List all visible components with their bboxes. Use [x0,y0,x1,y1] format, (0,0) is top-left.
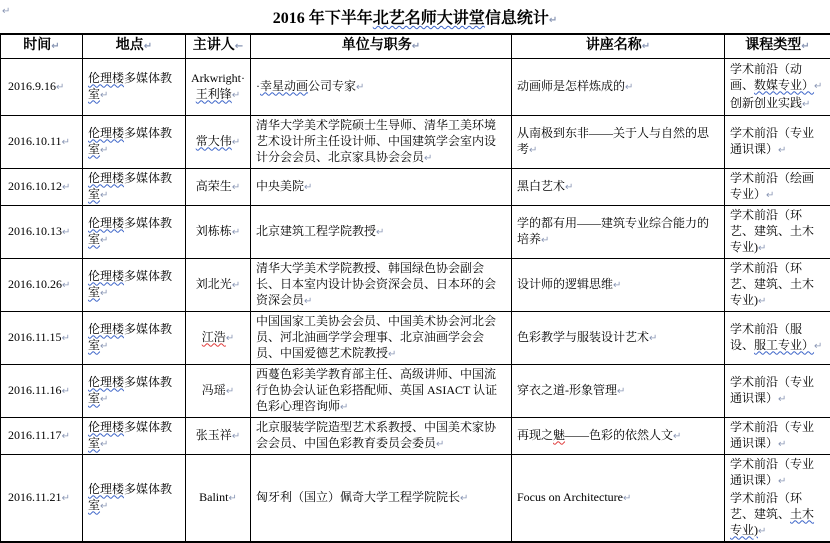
column-header-place [83,34,186,58]
paragraph-mark-icon: ↵ [62,431,70,442]
paragraph-mark-icon: ↵ [232,182,240,193]
cell-paragraph [730,260,825,310]
cell-paragraph [256,489,506,507]
text-run: 清华大学美术学院硕士生导师、清华工美环境艺术设计所主任设计师、中国建筑学会室内设计分会会员、北京家具协会会员 [256,118,496,164]
cell-type [725,417,830,454]
text-run: 中国国家工美协会会员、中国美术协会河北会员、河北油画学学会理事、北京油画学会会员、中国爱德艺术院教授 [256,314,496,360]
cell-paragraph [256,178,506,196]
text-run: 匈牙利（国立）佩奇大学工程学院院长 [256,490,460,504]
cell-paragraph [8,78,77,96]
text-run: 冯瑶 [202,383,226,397]
cell-lecture [512,258,725,311]
text-run: 伦理楼 [88,375,124,389]
cell-unit [251,258,512,311]
paragraph-mark-icon: ↵ [778,439,786,450]
cell-paragraph [256,313,506,363]
cell-paragraph [256,78,506,96]
paragraph-mark-icon: ↵ [758,243,766,254]
cell-place [83,205,186,258]
text-run: 再现之 [517,428,553,442]
text-run: 学术前沿（服设、 [730,322,802,352]
header-row [1,34,830,58]
text-run: 学术前沿（专业通识课） [730,126,814,156]
text-run: 2016.11.15 [8,330,62,344]
cell-paragraph [730,419,825,453]
text-run: 公司专家 [308,79,356,93]
cell-paragraph [730,170,825,204]
paragraph-mark-icon: ↵ [642,41,650,52]
column-header-label: 单位与职务 [342,38,412,53]
paragraph-mark-icon: ↵ [356,82,364,93]
cell-paragraph [730,95,825,113]
cell-type [725,311,830,364]
text-run: 多媒体教 [124,71,172,85]
cell-paragraph [191,223,245,241]
text-run: 土木专业) [730,507,814,537]
paragraph-mark-icon: ↵ [565,182,573,193]
cell-paragraph [517,489,719,507]
paragraph-mark-icon: ↵ [100,394,108,405]
text-run: 多媒体教 [124,269,172,283]
cell-speaker [186,417,251,454]
text-run: 2016.11.17 [8,428,62,442]
cell-paragraph [191,382,245,400]
cell-paragraph [730,207,825,257]
cell-paragraph [517,276,719,294]
cell-time [1,417,83,454]
text-run: 王利锋 [196,87,232,101]
text-run: 黑白艺术 [517,179,565,193]
text-run: 数媒专业） [754,78,814,92]
paragraph-mark-icon: ↵ [232,90,240,101]
paragraph-mark-icon: ↵ [673,431,681,442]
text-run: 学术前沿（环艺、建筑、 [730,491,802,521]
text-run: 中央美院 [256,179,304,193]
paragraph-mark-icon: ↵ [801,41,809,52]
text-run: 伦理楼 [88,126,124,140]
cell-place [83,364,186,417]
text-run: 2016.10.13 [8,224,62,238]
cell-speaker [186,454,251,542]
cell-place [83,258,186,311]
paragraph-mark-icon: ↵ [232,431,240,442]
table-row [1,454,830,542]
text-run: 张玉祥 [196,428,232,442]
text-run: 多媒体教 [124,482,172,496]
table-row [1,115,830,168]
cell-paragraph [256,260,506,310]
text-run: 高荣生 [196,179,232,193]
cell-type [725,364,830,417]
text-run: 2016.11.21 [8,490,62,504]
text-run: 穿衣之道-形象管理 [517,383,617,397]
cell-paragraph [8,178,77,196]
text-run: 2016.10.12 [8,179,62,193]
cell-place [83,311,186,364]
cell-lecture [512,311,725,364]
paragraph-mark-icon: ↵ [232,137,240,148]
cell-lecture [512,115,725,168]
cell-paragraph [8,329,77,347]
text-run: 多媒体教 [124,322,172,336]
column-header-label: 地点 [116,38,144,53]
paragraph-mark-icon: ↵ [100,501,108,512]
cell-speaker [186,58,251,115]
paragraph-mark-icon: ↵ [304,296,312,307]
cell-time [1,311,83,364]
cell-type [725,58,830,115]
paragraph-mark-icon: ↵ [625,82,633,93]
cell-paragraph [730,61,825,95]
cell-speaker [186,168,251,205]
cell-paragraph [256,223,506,241]
text-run: 学术前沿（专业通识课） [730,420,814,450]
table-row [1,417,830,454]
text-run: 学术前沿（动画、 [730,62,802,92]
cell-paragraph [8,133,77,151]
paragraph-mark-icon: ↵ [304,182,312,193]
paragraph-mark-icon: ↵ [617,386,625,397]
cell-time [1,454,83,542]
cell-time [1,58,83,115]
paragraph-mark-icon: ↵ [100,190,108,201]
cell-lecture [512,58,725,115]
text-run: 西蔓色彩美学教育部主任、高级讲师、中国流行色协会认证色彩搭配师、英国 ASIACT 认证色彩心理咨询师 [256,367,497,413]
cell-paragraph [191,427,245,445]
paragraph-mark-icon: ↵ [228,493,236,504]
table-row [1,205,830,258]
cell-unit [251,205,512,258]
cell-type [725,454,830,542]
cell-paragraph [191,329,245,347]
paragraph-mark-icon: ↵ [100,288,108,299]
text-run: 室 [88,187,100,201]
paragraph-mark-icon: ↵ [62,137,70,148]
text-run: · [256,79,260,93]
paragraph-mark-icon: ↵ [100,90,108,101]
column-header-time [1,34,83,58]
text-run: 室 [88,142,100,156]
cell-paragraph [191,276,245,294]
text-run: 室 [88,338,100,352]
cell-type [725,258,830,311]
cell-paragraph [256,117,506,167]
text-run: 多媒体教 [124,420,172,434]
text-run: 室 [88,232,100,246]
paragraph-mark-icon: ↵ [778,476,786,487]
column-header-type [725,34,830,58]
cell-paragraph [88,419,180,453]
text-run: 伦理楼 [88,171,124,185]
text-run: 多媒体教 [124,171,172,185]
paragraph-mark-icon: ↵ [226,386,234,397]
paragraph-mark-icon: ↵ [62,493,70,504]
cell-unit [251,58,512,115]
cell-paragraph [88,268,180,302]
lecture-info-table [0,33,830,543]
column-header-unit [251,34,512,58]
cell-time [1,115,83,168]
table-row [1,58,830,115]
text-run: 从南极到东非——关于人与自然的思考 [517,126,709,156]
cell-paragraph [256,419,506,453]
paragraph-mark-icon: ↵ [758,526,766,537]
text-run: 学术前沿（专业通识课） [730,375,814,405]
cell-paragraph [730,321,825,355]
paragraph-mark-icon: ↵ [758,296,766,307]
text-run: 北艺名师大讲堂 [373,10,485,27]
paragraph-mark-icon: ↵ [56,82,64,93]
paragraph-mark-icon: ↵ [100,341,108,352]
text-run: 常大伟 [196,134,232,148]
cell-unit [251,364,512,417]
paragraph-mark-icon: ↵ [802,99,810,110]
cell-unit [251,115,512,168]
paragraph-mark-icon: ↵ [62,280,70,291]
text-run: 学术前沿（专业通识课） [730,457,814,487]
cell-paragraph [88,481,180,515]
text-run: Arkwright· [191,71,245,85]
paragraph-mark-icon: ↵ [766,190,774,201]
cell-paragraph [8,223,77,241]
cell-type [725,168,830,205]
text-run: 室 [88,498,100,512]
table-row [1,311,830,364]
text-run: 创新创业实践 [730,96,802,110]
text-run: Focus on Architecture [517,490,623,504]
paragraph-mark-icon: ← [235,41,243,52]
text-run: 学术前沿（环艺、建筑、土木专业) [730,261,814,307]
text-run: 多媒体教 [124,216,172,230]
paragraph-mark-icon: ↵ [376,227,384,238]
paragraph-mark-icon: ↵ [541,235,549,246]
cell-paragraph [8,427,77,445]
cell-lecture [512,454,725,542]
cell-paragraph [517,78,719,96]
paragraph-mark-icon: ↵ [232,280,240,291]
paragraph-mark-icon: ↵ [100,235,108,246]
text-run: 刘栋栋 [196,224,232,238]
cell-paragraph [8,276,77,294]
text-run: 室 [88,285,100,299]
column-header-label: 主讲人 [193,38,235,53]
cell-time [1,168,83,205]
text-run: 2016.10.26 [8,277,62,291]
table-row [1,168,830,205]
paragraph-mark-icon: ↵ [436,439,444,450]
text-run: 多媒体教 [124,126,172,140]
cell-lecture [512,205,725,258]
paragraph-mark-icon: ↵ [623,493,631,504]
text-run: 北京服装学院造型艺术系教授、中国美术家协会会员、中国色彩教育委员会委员 [256,420,496,450]
paragraph-mark-icon: ↵ [649,333,657,344]
text-run: 多媒体教 [124,375,172,389]
paragraph-mark-icon: ↵ [460,493,468,504]
cell-paragraph [88,125,180,159]
paragraph-mark-icon: ↵ [814,341,822,352]
text-run: 2016 年下半年 [273,10,373,27]
text-run: 刘北光 [196,277,232,291]
paragraph-mark-icon: ↵ [62,386,70,397]
text-run: 设计师的逻辑思维 [517,277,613,291]
column-header-label: 讲座名称 [586,38,642,53]
cell-paragraph [88,215,180,249]
text-run: 室 [88,436,100,450]
paragraph-mark-icon: ↵ [2,6,10,17]
cell-speaker [186,258,251,311]
text-run: 北京建筑工程学院教授 [256,224,376,238]
text-run: 清华大学美术学院教授、韩国绿色协会副会长、日本室内设计协会资深会员、日本环的会资深会员 [256,261,496,307]
column-header-label: 时间 [23,38,51,53]
paragraph-mark-icon: ↵ [226,333,234,344]
cell-paragraph [8,489,77,507]
cell-speaker [186,205,251,258]
cell-paragraph [88,321,180,355]
table-row [1,364,830,417]
cell-time [1,258,83,311]
cell-paragraph [517,427,719,445]
text-run: 伦理楼 [88,482,124,496]
cell-time [1,205,83,258]
paragraph-mark-icon: ↵ [62,333,70,344]
cell-paragraph [517,125,719,159]
text-run: 2016.11.16 [8,383,62,397]
cell-paragraph [8,382,77,400]
text-run: 2016.10.11 [8,134,62,148]
cell-paragraph [88,70,180,104]
text-run: 学的都有用——建筑专业综合能力的培养 [517,216,709,246]
cell-lecture [512,417,725,454]
cell-paragraph [730,490,825,540]
cell-unit [251,454,512,542]
table-row [1,258,830,311]
paragraph-mark-icon: ↵ [412,41,420,52]
text-run: 学术前沿（绘画专业） [730,171,814,201]
text-run: 动画师是怎样炼成的 [517,79,625,93]
cell-unit [251,417,512,454]
text-run: 2016.9.16 [8,79,56,93]
cell-paragraph [191,489,245,507]
cell-paragraph [191,133,245,151]
text-run: 伦理楼 [88,269,124,283]
cell-place [83,417,186,454]
paragraph-mark-icon: ↵ [51,41,59,52]
text-run: 伦理楼 [88,322,124,336]
paragraph-mark-icon: ↵ [424,153,432,164]
text-run: 室 [88,87,100,101]
cell-paragraph [191,178,245,196]
cell-paragraph [730,374,825,408]
cell-lecture [512,364,725,417]
document-title [0,0,830,33]
cell-speaker [186,364,251,417]
paragraph-mark-icon: ↵ [549,15,557,26]
text-run: 色彩教学与服装设计艺术 [517,330,649,344]
cell-paragraph [517,382,719,400]
text-run: 伦理楼 [88,71,124,85]
cell-lecture [512,168,725,205]
text-run: 幸星动画 [260,79,308,93]
cell-paragraph [88,170,180,204]
cell-place [83,454,186,542]
cell-speaker [186,115,251,168]
cell-paragraph [256,366,506,416]
cell-paragraph [517,215,719,249]
cell-paragraph [517,329,719,347]
paragraph-mark-icon: ↵ [62,182,70,193]
paragraph-mark-icon: ↵ [62,227,70,238]
text-run: 室 [88,391,100,405]
cell-time [1,364,83,417]
cell-place [83,115,186,168]
text-run: Balint [199,490,228,504]
paragraph-mark-icon: ↵ [100,145,108,156]
text-run: 学术前沿（环艺、建筑、土木专业) [730,208,814,254]
text-run: 江浩 [202,330,226,344]
text-run: 伦理楼 [88,216,124,230]
text-run: 伦理楼 [88,420,124,434]
paragraph-mark-icon: ↵ [340,402,348,413]
cell-paragraph [517,178,719,196]
paragraph-mark-icon: ↵ [814,81,822,92]
paragraph-mark-icon: ↵ [232,227,240,238]
cell-unit [251,168,512,205]
cell-paragraph [730,125,825,159]
cell-type [725,115,830,168]
column-header-lecture [512,34,725,58]
column-header-label: 课程类型 [745,38,801,53]
cell-unit [251,311,512,364]
paragraph-mark-icon: ↵ [144,41,152,52]
text-run: 信息统计 [485,10,549,27]
paragraph-mark-icon: ↵ [388,349,396,360]
paragraph-mark-icon: ↵ [778,145,786,156]
cell-paragraph [191,70,245,104]
cell-speaker [186,311,251,364]
column-header-speaker [186,34,251,58]
cell-place [83,58,186,115]
paragraph-mark-icon: ↵ [100,439,108,450]
cell-paragraph [88,374,180,408]
text-run: 服工专业） [754,338,814,352]
paragraph-mark-icon: ↵ [613,280,621,291]
paragraph-mark-icon: ↵ [778,394,786,405]
text-run: 魅 [553,428,565,442]
cell-place [83,168,186,205]
paragraph-mark-icon: ↵ [529,145,537,156]
text-run: ——色彩的依然人文 [565,428,673,442]
cell-type [725,205,830,258]
